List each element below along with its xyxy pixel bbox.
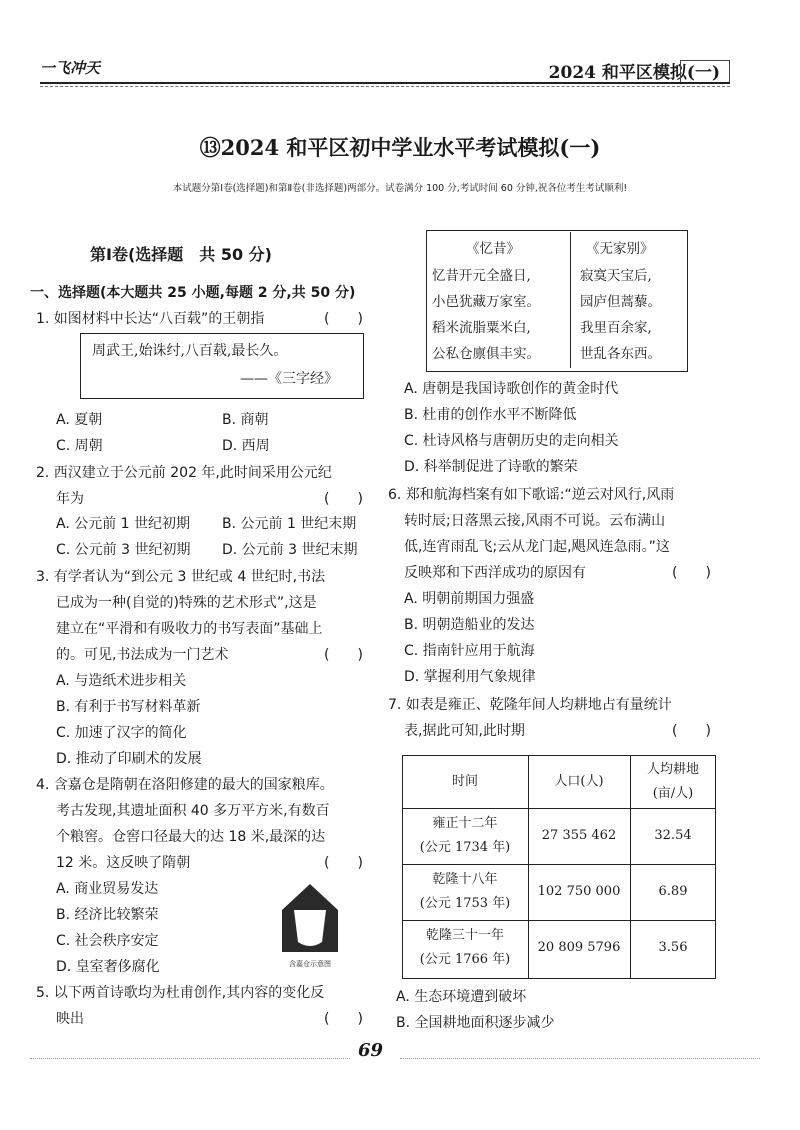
q7-answer-paren: ( ) xyxy=(672,723,711,739)
q6-stem-line1: 6. 郑和航海档案有如下歌谣:“逆云对风行,风雨 xyxy=(388,487,675,503)
q3-stem-line2: 已成为一种(自觉的)特殊的艺术形式”,这是 xyxy=(56,595,317,611)
q5-stem-line1: 5. 以下两首诗歌均为杜甫创作,其内容的变化反 xyxy=(36,985,325,1001)
poem-left-line2: 小邑犹藏万家室。 xyxy=(432,294,540,310)
q1-option-a: A. 夏朝 xyxy=(56,412,103,428)
header-title: 2024 和平区模拟(一) xyxy=(548,63,720,83)
q6-stem-line2: 转时辰;日落黑云接,风雨不可说。云布满山 xyxy=(404,513,666,529)
poem-right-line1: 寂寞天宝后, xyxy=(580,268,652,284)
q3-option-a: A. 与造纸术进步相关 xyxy=(56,673,187,689)
q1-quote-source: ——《三字经》 xyxy=(240,371,338,387)
q4-stem-line1: 4. 含嘉仓是隋朝在洛阳修建的最大的国家粮库。 xyxy=(36,777,334,793)
table-row1-year: (公元 1734 年) xyxy=(419,840,511,855)
q1-quote: 周武王,始诛纣,八百载,最长久。 xyxy=(92,343,288,359)
q2-option-a: A. 公元前 1 世纪初期 xyxy=(56,516,191,532)
poem-left-line4: 公私仓廪俱丰实。 xyxy=(432,346,540,362)
paper-title: ⑬2024 和平区初中学业水平考试模拟(一) xyxy=(199,135,601,160)
granary-figure xyxy=(278,880,342,970)
header-divider-dashed xyxy=(40,86,730,87)
q4-stem-line3: 个粮窖。仓窖口径最大的达 18 米,最深的达 xyxy=(56,829,326,845)
q2-option-b: B. 公元前 1 世纪末期 xyxy=(222,516,357,532)
q7-stem-line2: 表,据此可知,此时期 xyxy=(404,723,525,739)
brand-logo: 一飞冲天 xyxy=(40,59,101,77)
q1-answer-paren: ( ) xyxy=(324,311,363,327)
poem-right-line2: 园庐但蒿藜。 xyxy=(580,294,661,310)
q6-option-b: B. 明朝造船业的发达 xyxy=(404,617,535,633)
table-row3-population: 20 809 5796 xyxy=(537,940,621,955)
table-row3-time: 乾隆三十一年 xyxy=(425,928,504,943)
poem-left-line3: 稻米流脂粟米白, xyxy=(432,320,531,336)
q4-answer-paren: ( ) xyxy=(324,855,363,871)
poem-right-line3: 我里百余家, xyxy=(580,320,652,336)
poem-table-divider xyxy=(570,232,571,368)
q7-option-b: B. 全国耕地面积逐步减少 xyxy=(396,1015,555,1031)
q5-answer-paren: ( ) xyxy=(324,1011,363,1027)
poem-right-title: 《无家别》 xyxy=(586,241,654,257)
q6-stem-line3: 低,连宵雨乱飞;云从龙门起,飓风连急雨。”这 xyxy=(404,539,670,555)
q3-stem-line4: 的。可见,书法成为一门艺术 xyxy=(56,647,229,663)
header-divider xyxy=(40,82,730,84)
q1-option-d: D. 西周 xyxy=(222,438,270,454)
q3-stem-line3: 建立在“平滑和有吸收力的书写表面”基础上 xyxy=(56,621,323,637)
table-rule xyxy=(402,920,716,921)
q6-option-a: A. 明朝前期国力强盛 xyxy=(404,591,535,607)
table-row2-population: 102 750 000 xyxy=(537,884,621,899)
table-row2-year: (公元 1753 年) xyxy=(419,896,511,911)
table-row2-time: 乾隆十八年 xyxy=(432,872,498,887)
footer-dotted-rule xyxy=(30,1058,350,1059)
q4-stem-line2: 考古发现,其遗址面积 40 多万平方米,有数百 xyxy=(56,803,330,819)
q3-option-d: D. 推动了印刷术的发展 xyxy=(56,751,202,767)
q6-answer-paren: ( ) xyxy=(672,565,711,581)
q6-option-c: C. 指南针应用于航海 xyxy=(404,643,535,659)
q5-option-a: A. 唐朝是我国诗歌创作的黄金时代 xyxy=(404,381,619,397)
table-header-land: 人均耕地 xyxy=(646,762,699,777)
q5-option-d: D. 科举制促进了诗歌的繁荣 xyxy=(404,459,578,475)
q5-stem-line2: 映出 xyxy=(56,1011,84,1027)
q4-option-c: C. 社会秩序安定 xyxy=(56,933,159,949)
corner-decoration xyxy=(680,60,730,84)
q7-stem-line1: 7. 如表是雍正、乾隆年间人均耕地占有量统计 xyxy=(388,697,672,713)
table-row3-land: 3.56 xyxy=(658,940,688,955)
q6-stem-line4: 反映郑和下西洋成功的原因有 xyxy=(404,565,586,581)
q1-option-b: B. 商朝 xyxy=(222,412,269,428)
q3-option-c: C. 加速了汉字的简化 xyxy=(56,725,187,741)
q2-option-c: C. 公元前 3 世纪初期 xyxy=(56,542,191,558)
q1-stem: 1. 如图材料中长达“八百载”的王朝指 xyxy=(36,311,265,327)
q4-option-d: D. 皇室奢侈腐化 xyxy=(56,959,160,975)
q2-option-d: D. 公元前 3 世纪末期 xyxy=(222,542,358,558)
q2-answer-paren: ( ) xyxy=(324,491,363,507)
poem-left-line1: 忆昔开元全盛日, xyxy=(432,268,531,284)
q3-option-b: B. 有利于书写材料革新 xyxy=(56,699,201,715)
granary-caption: 含嘉仓示意图 xyxy=(289,960,331,968)
q1-option-c: C. 周朝 xyxy=(56,438,103,454)
section-heading: 一、选择题(本大题共 25 小题,每题 2 分,共 50 分) xyxy=(30,285,356,301)
table-rule xyxy=(402,808,716,809)
q2-stem-line1: 2. 西汉建立于公元前 202 年,此时间采用公元纪 xyxy=(36,465,332,481)
part-heading: 第Ⅰ卷(选择题 共 50 分) xyxy=(90,245,272,264)
table-row1-land: 32.54 xyxy=(654,828,692,843)
q6-option-d: D. 掌握利用气象规律 xyxy=(404,669,536,685)
table-row3-year: (公元 1766 年) xyxy=(419,952,511,967)
table-row1-population: 27 355 462 xyxy=(541,828,617,843)
table-rule xyxy=(402,864,716,865)
q4-option-a: A. 商业贸易发达 xyxy=(56,881,159,897)
q4-option-b: B. 经济比较繁荣 xyxy=(56,907,159,923)
table-row1-time: 雍正十二年 xyxy=(432,816,498,831)
q2-stem-line2: 年为 xyxy=(56,491,84,507)
table-header-time: 时间 xyxy=(451,774,478,789)
page-number: 69 xyxy=(358,1040,384,1061)
table-header-land-unit: (亩/人) xyxy=(652,786,694,801)
poem-right-line4: 世乱各东西。 xyxy=(580,346,661,362)
q5-option-c: C. 杜诗风格与唐朝历史的走向相关 xyxy=(404,433,619,449)
q4-stem-line4: 12 米。这反映了隋朝 xyxy=(56,855,191,871)
q5-option-b: B. 杜甫的创作水平不断降低 xyxy=(404,407,577,423)
table-header-population: 人口(人) xyxy=(554,774,604,789)
q3-answer-paren: ( ) xyxy=(324,647,363,663)
q3-stem-line1: 3. 有学者认为“到公元 3 世纪或 4 世纪时,书法 xyxy=(36,569,326,585)
poem-left-title: 《忆昔》 xyxy=(466,241,520,257)
exam-instruction: 本试题分第Ⅰ卷(选择题)和第Ⅱ卷(非选择题)两部分。试卷满分 100 分,考试时间 60 分钟,祝各位考生考试顺利! xyxy=(172,183,628,194)
footer-dotted-rule xyxy=(400,1058,760,1059)
q7-option-a: A. 生态环境遭到破坏 xyxy=(396,989,527,1005)
table-row2-land: 6.89 xyxy=(658,884,688,899)
